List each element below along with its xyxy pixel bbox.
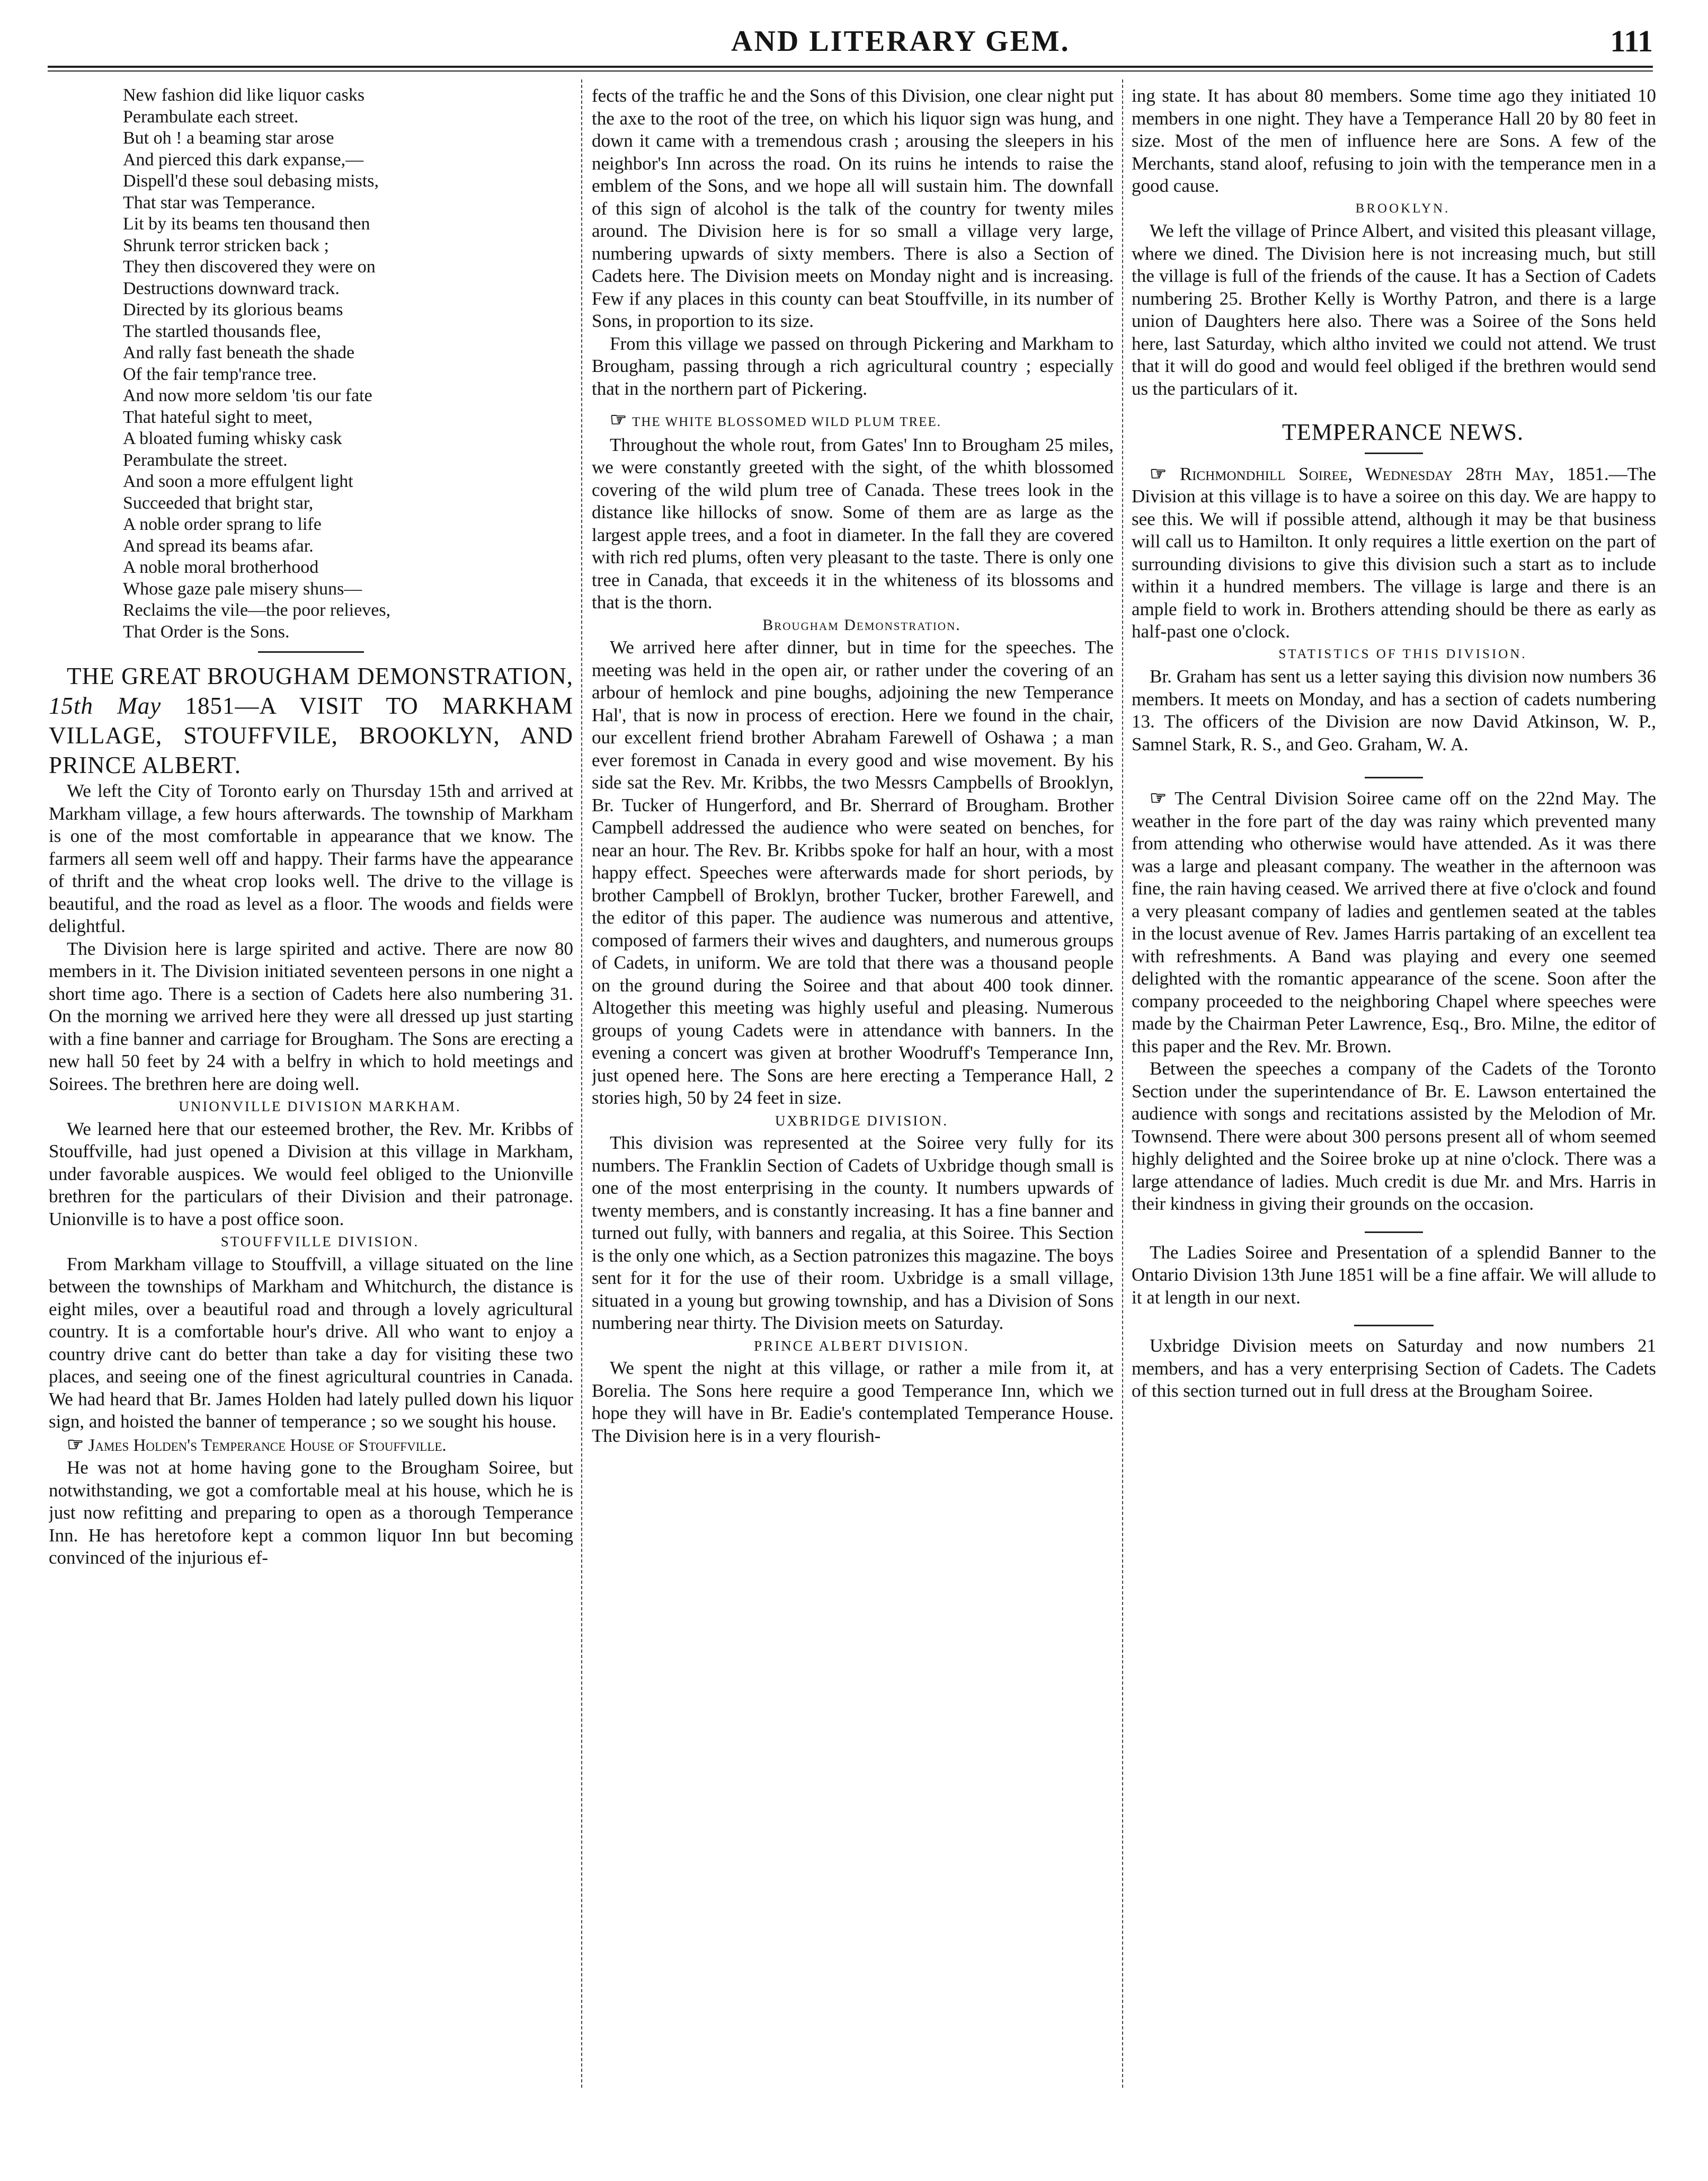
item-heading: Richmondhill Soiree, Wednesday 28th May, 1851. <box>1179 463 1609 484</box>
section-heading: STOUFFVILLE DIVISION. <box>220 1234 420 1249</box>
poem-line: And rally fast beneath the shade <box>123 343 355 362</box>
poem-line: A noble order sprang to life <box>123 515 322 534</box>
page-number: 111 <box>1610 24 1653 58</box>
poem-line: That star was Temperance. <box>123 192 316 212</box>
paragraph: We left the City of Toronto early on Thursday 15th and arrived at Markham village, a few hours afterwards. The township of Markham is one of the most comfortable in appearance that we know. The farmers all seem well off and happy. Their farms have the appearance of thrift and the wheat crop looks well. The drive to the village is beautiful, and the road as level as a floor. The woods and fields were delightful. <box>49 781 573 936</box>
running-title: AND LITERARY GEM. <box>731 25 1070 58</box>
section-rule <box>1365 777 1423 778</box>
section-heading: UXBRIDGE DIVISION. <box>775 1112 948 1129</box>
paragraph: We left the village of Prince Albert, and visited this pleasant village, where we dined. The Division here is not increasing much, but still the village is full of the friends of the cause. It has a Section of Cadets numbering 25. Brother Kelly is Worthy Patron, and there is a large union of Daughters here also. There was a Soiree of the Sons held here, last Saturday, which altho invited we could not attend. We trust that it will do good and would feel obliged if the brethren would send us the particulars of it. <box>1132 220 1656 399</box>
poem-line: New fashion did like liquor casks <box>123 85 365 105</box>
section-heading <box>49 1433 573 1457</box>
poem-line: They then discovered they were on <box>123 257 376 277</box>
pointing-hand-icon: ☞ <box>1150 463 1167 484</box>
page-header <box>48 22 1653 59</box>
paragraph: The Ladies Soiree and Presentation of a splendid Banner to the Ontario Division 13th June 1851 will be a fine affair. We will allude to it at length in our next. <box>1132 1242 1656 1308</box>
section-heading: PRINCE ALBERT DIVISION. <box>754 1337 969 1354</box>
section-heading: STATISTICS OF THIS DIVISION. <box>1278 646 1527 661</box>
item-text: The Central Division Soiree came off on the 22nd May. The weather in the fore part of the day was rainy which prevented many from attending who otherwise would have attended. As it was there was a large and pleasant company. The weather in the afternoon was fine, the rain having ceased. We arrived there at five o'clock and found a very pleasant company of ladies and gentlemen seated at the tables in the locust avenue of Rev. James Harris partaking of an excellent tea with refreshments. A Band was playing and every one seemed delighted with the romantic appearance of the scene. Soon after the company proceeded to the neighboring Chapel where speeches were made by the Chairman Peter Lawrence, Esq., Bro. Milne, the editor of this paper and the Rev. Mr. Brown. <box>1132 788 1656 1057</box>
poem-line: Perambulate each street. <box>123 107 299 127</box>
paragraph: He was not at home having gone to the Brougham Soiree, but notwithstanding, we got a comfortable meal at his house, which he is just now refitting and preparing to open as a thorough Temperance Inn. He has heretofore kept a common liquor Inn but becoming convinced of the injurious ef- <box>49 1457 573 1568</box>
spacer <box>1132 400 1656 421</box>
poem-line: A bloated fuming whisky cask <box>123 429 342 448</box>
section-heading: UNIONVILLE DIVISION MARKHAM. <box>179 1098 461 1114</box>
poem-line: And pierced this dark expanse,— <box>123 149 364 170</box>
title-part: 1851—A VISIT TO MARKHAM VILLAGE, STOUFFVILE, BROOKLYN, AND PRINCE ALBERT. <box>49 693 573 778</box>
heading-text: James Holden's Temperance House of Stouffville. <box>88 1435 447 1455</box>
poem-line: Destructions downward track. <box>123 278 340 298</box>
section-heading <box>592 409 1114 434</box>
column-divider <box>1122 79 1123 2088</box>
section-rule <box>1354 1325 1434 1326</box>
paragraph: We spent the night at this village, or rather a mile from it, at Borelia. The Sons here require a good Temperance Inn, which we hope they will have in Br. Eadie's contemplated Temperance House. The Division here is in a very flourish- <box>592 1358 1114 1446</box>
paragraph: This division was represented at the Soiree very fully for its numbers. The Franklin Section of Cadets of Uxbridge though small is one of the most enterprising in the county. It numbers upwards of twenty members, and is constantly increasing. It has a fine banner and turned out fully, with banners and regalia, at this Soiree. This Section is the only one which, as a Section patronizes this magazine. The boys sent for it for the use of their room. Uxbridge is a small village, situated in a young but growing township, and has a Division of Sons numbering near thirty. The Division meets on Saturday. <box>592 1132 1114 1333</box>
poem-line: Succeeded that bright star, <box>123 493 314 513</box>
paragraph: We arrived here after dinner, but in time for the speeches. The meeting was held in the open air, or rather under the covering of an arbour of hemlock and pine boughs, adjoining the new Temperance Hal', that is now in process of erection. Here we found in the chair, our excellent friend brother Abraham Farewell of Oshawa ; a man ever foremost in Canada in every good and wise movement. By his side sat the Rev. Mr. Kribbs, the two Messrs Campbells of Brooklyn, Br. Tucker of Hungerford, and Br. Sherrard of Brougham. Brother Campbell addressed the audience who were seated on benches, for near an hour. The Rev. Br. Kribbs spoke for half an hour, with a most happy effect. Speeches were afterwards made for short periods, by brother Campbell of Broklyn, brother Tucker, brother Farewell, and the editor of this paper. The audience was numerous and attentive, composed of farmers their wives and daughters, and numerous groups of Cadets, in uniform. We are told that there was a thousand people on the ground during the Soiree and that about 400 took dinner. Altogether this meeting was highly useful and pleasing. Numerous groups of young Cadets were in attendance with banners. In the evening a concert was given at brother Woodruff's Temperance Inn, just opened here. The Sons are here erecting a Temperance Hall, 2 stories high, 50 by 24 feet in size. <box>592 637 1114 1108</box>
poem-line: And now more seldom 'tis our fate <box>123 386 372 405</box>
header-rule <box>48 66 1653 72</box>
paragraph: fects of the traffic he and the Sons of this Division, one clear night put the axe to the root of the tree, on which his liquor sign was hung, and down it came with a tremendous crash ; arousing the sleepers in his neighbor's Inn across the road. On its ruins he intends to raise the emblem of the Sons, and we hope all will sustain him. The downfall of this sign of alcohol is the talk of the country for twenty miles around. The Division here is for so small a village very large, numbering upwards of sixty members. There is also a Section of Cadets here. The Division meets on Monday night and is increasing. Few if any places in this county can beat Stouffville, in its number of Sons, in proportion to its size. <box>592 85 1114 331</box>
heading-text: THE WHITE BLOSSOMED WILD PLUM TREE. <box>632 415 941 429</box>
title-part: THE GREAT BROUGHAM DEMONSTRATION, <box>67 663 573 689</box>
paragraph: ing state. It has about 80 members. Some time ago they initiated 10 members in one night. They have a Temperance Hall 20 by 80 feet in size. Most of the men of influence here are Sons. A few of the Merchants, stand aloof, refusing to join with the temperance men in a good cause. <box>1132 85 1656 196</box>
section-heading: TEMPERANCE NEWS. <box>1282 419 1524 445</box>
poem-line: Shrunk terror stricken back ; <box>123 235 329 255</box>
section-rule <box>1365 453 1423 454</box>
paragraph: Uxbridge Division meets on Saturday and now numbers 21 members, and has a very enterprising Section of Cadets. The Cadets of this section turned out in full dress at the Brougham Soiree. <box>1132 1335 1656 1401</box>
pointing-hand-icon: ☞ <box>67 1433 84 1455</box>
paragraph: Throughout the whole rout, from Gates' Inn to Brougham 25 miles, we were constantly greeted with the sight, of the whith blossomed covering of the wild plum tree of Canada. These trees look in the distance like hillocks of snow. Some of them are as large as the largest apple trees, and a foot in diameter. In the fall they are covered with rich red plums, often very pleasant to the taste. There is only one tree in Canada, that exceeds it in the whiteness of its blossoms and that is the thorn. <box>592 434 1114 613</box>
poem-line: Directed by its glorious beams <box>123 300 343 320</box>
column-divider <box>581 79 582 2088</box>
poem-line: The startled thousands flee, <box>123 321 321 341</box>
paragraph: Between the speeches a company of the Cadets of the Toronto Section under the superintendance of Br. E. Lawson entertained the audience with songs and recitations assisted by the Melodion of Mr. Townsend. There were about 300 persons present all of whom seemed highly delighted and the Soiree broke up at nine o'clock. There was a large attendance of ladies. Much credit is due Mr. and Mrs. Harris in their kindness in giving their grounds on the occasion. <box>1132 1058 1656 1214</box>
section-heading: Brougham Demonstration. <box>762 616 961 634</box>
item-text: —The Division at this village is to have a soiree on this day. We are happy to see this. We will if possible attend, although it may be that business will call us to Hamilton. It only requires a little exertion on the part of surrounding divisions to give this division such a start as to include within it a hundred members. The village is large and there is an ample field to work in. Brothers attending should be there as early as half-past one o'clock. <box>1132 463 1656 642</box>
paragraph <box>1132 463 1656 643</box>
poem-line: That hateful sight to meet, <box>123 407 313 427</box>
paragraph: The Division here is large spirited and active. There are now 80 members in it. The Division initiated seventeen persons in one night a short time ago. There is a section of Cadets here also numbering 31. On the morning we arrived here they were all dressed up just starting with a fine banner and carriage for Brougham. The Sons are erecting a new hall 50 feet by 24 with a belfry in which to hold meetings and Soirees. The brethren here are doing well. <box>49 938 573 1094</box>
column-2 <box>592 85 1114 2125</box>
article-title <box>49 661 573 780</box>
paragraph: We learned here that our esteemed brother, the Rev. Mr. Kribbs of Stouffville, had just opened a Division at this village in Markham, under favorable auspices. We would feel obliged to the Unionville brethren for the particulars of their Division and their patronage. Unionville is to have a post office soon. <box>49 1118 573 1229</box>
pointing-hand-icon: ☞ <box>1150 787 1167 809</box>
paragraph: From Markham village to Stouffvill, a village situated on the line between the townships of Markham and Whitchurch, the distance is eight miles, over a beautiful road and through a lovely agricultural country. It is a comfortable hour's drive. All who want to enjoy a country drive cant do better than take a day for visiting these two places, and seeing one of the finest agricultural countries in Canada. We had heard that Br. James Holden had lately pulled down his liquor sign, and hoisted the banner of temperance ; so we sought his house. <box>49 1253 573 1432</box>
column-1 <box>49 85 573 2125</box>
poem <box>123 85 573 643</box>
poem-line: Perambulate the street. <box>123 450 288 470</box>
poem-line: Of the fair temp'rance tree. <box>123 364 317 384</box>
paragraph <box>1132 787 1656 1058</box>
title-date: 15th May <box>49 693 162 719</box>
poem-line: A noble moral brotherhood <box>123 557 319 577</box>
section-heading: BROOKLYN. <box>1355 201 1451 216</box>
poem-line: Dispell'd these soul debasing mists, <box>123 171 379 191</box>
paragraph: Br. Graham has sent us a letter saying this division now numbers 36 members. It meets on Monday, and has a section of cadets numbering 13. The officers of the Division are now David Atkinson, W. P., Samnel Stark, R. S., and Geo. Graham, W. A. <box>1132 666 1656 755</box>
poem-line: Reclaims the vile—the poor relieves, <box>123 600 391 620</box>
paragraph: From this village we passed on through Pickering and Markham to Brougham, passing through a rich agricultural country ; especially that in the northern part of Pickering. <box>592 333 1114 399</box>
column-3 <box>1132 85 1656 2125</box>
poem-line: Lit by its beams ten thousand then <box>123 214 370 234</box>
poem-line: And soon a more effulgent light <box>123 472 353 491</box>
poem-line: And spread its beams afar. <box>123 536 314 556</box>
poem-line: But oh ! a beaming star arose <box>123 128 334 148</box>
section-rule <box>1365 1231 1423 1233</box>
section-rule <box>258 651 364 653</box>
poem-line: That Order is the Sons. <box>123 622 290 642</box>
pointing-hand-icon: ☞ <box>610 409 628 430</box>
poem-line: Whose gaze pale misery shuns— <box>123 579 362 599</box>
